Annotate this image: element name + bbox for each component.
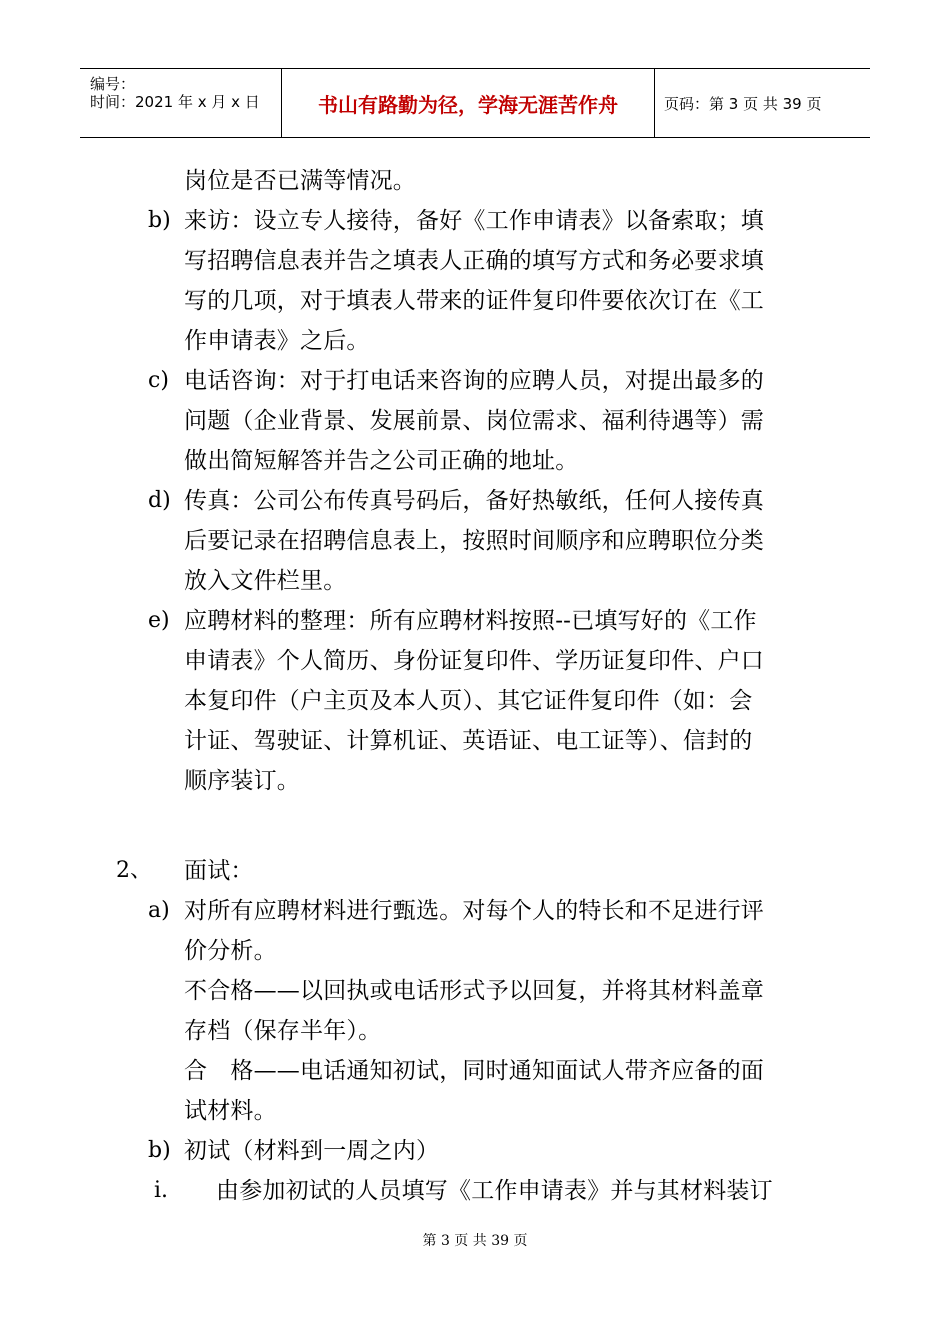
- text-line: 写招聘信息表并告之填表人正确的填写方式和务必要求填: [184, 248, 764, 274]
- text-line: 后要记录在招聘信息表上，按照时间顺序和应聘职位分类: [184, 528, 764, 554]
- text-line: 电话咨询：对于打电话来咨询的应聘人员，对提出最多的: [184, 368, 764, 394]
- text-line: 存档（保存半年）。: [184, 1018, 382, 1044]
- section-title: 面试：: [184, 858, 254, 884]
- text-line: 写的几项，对于填表人带来的证件复印件要依次订在《工: [184, 288, 764, 314]
- text-line: 申请表》个人简历、身份证复印件、学历证复印件、户口: [184, 648, 764, 674]
- page-header: [80, 68, 870, 138]
- text-line: 初试（材料到一周之内）: [184, 1138, 440, 1164]
- section-number: 2、: [116, 858, 152, 883]
- text-line: 本复印件（户主页及本人页）、其它证件复印件（如：会: [184, 688, 753, 714]
- text-line: 来访：设立专人接待，备好《工作申请表》以备索取；填: [184, 208, 764, 234]
- text-line: 对所有应聘材料进行甄选。对每个人的特长和不足进行评: [184, 898, 764, 924]
- header-motto: 书山有路勤为径，学海无涯苦作舟: [281, 69, 655, 137]
- list-label-e: e): [148, 608, 170, 633]
- text-line: 试材料。: [184, 1098, 277, 1124]
- text-line: 作申请表》之后。: [184, 328, 370, 354]
- text-line: 岗位是否已满等情况。: [184, 168, 416, 194]
- text-line: 价分析。: [184, 938, 277, 964]
- list-label-i: i.: [154, 1178, 169, 1203]
- header-page: 页码：第 3 页 共 39 页: [664, 94, 822, 113]
- text-line: 做出简短解答并告之公司正确的地址。: [184, 448, 579, 474]
- list-label-a: a): [148, 898, 170, 923]
- header-meta: [80, 69, 280, 137]
- text-line: 应聘材料的整理：所有应聘材料按照--已填写好的《工作: [184, 608, 757, 634]
- header-time: 时间：2021 年 x 月 x 日: [90, 93, 260, 111]
- text-line: 不合格——以回执或电话形式予以回复，并将其材料盖章: [184, 978, 764, 1004]
- text-line: 传真：公司公布传真号码后，备好热敏纸，任何人接传真: [184, 488, 764, 514]
- list-label-c: c): [148, 368, 169, 393]
- text-line: 顺序装订。: [184, 768, 300, 794]
- text-line: 放入文件栏里。: [184, 568, 347, 594]
- text-line: 合 格——电话通知初试，同时通知面试人带齐应备的面: [184, 1058, 764, 1084]
- header-number: 编号：: [90, 75, 136, 93]
- text-line: 问题（企业背景、发展前景、岗位需求、福利待遇等）需: [184, 408, 764, 434]
- list-label-d: d): [148, 488, 171, 513]
- list-label-b: b): [148, 208, 171, 233]
- page-footer: 第 3 页 共 39 页: [422, 1233, 528, 1249]
- text-line: 由参加初试的人员填写《工作申请表》并与其材料装订: [216, 1178, 773, 1204]
- text-line: 计证、驾驶证、计算机证、英语证、电工证等）、信封的: [184, 728, 753, 754]
- list-label-b2: b): [148, 1138, 171, 1163]
